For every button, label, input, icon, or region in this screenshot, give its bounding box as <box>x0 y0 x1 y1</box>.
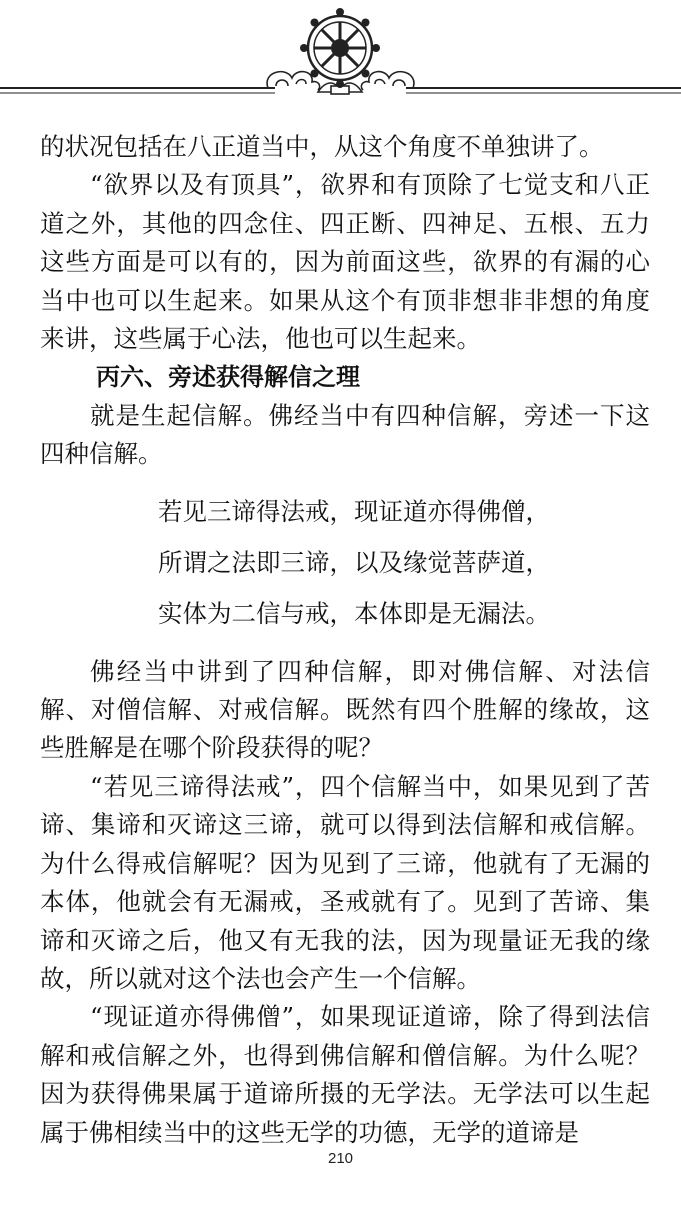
page-header-ornament <box>0 0 681 110</box>
paragraph: 的状况包括在八正道当中，从这个角度不单独讲了。 <box>40 132 604 161</box>
page-body <box>40 128 650 1152</box>
paragraph: “欲界以及有顶具”，欲界和有顶除了七觉支和八正道之外，其他的四念住、四正断、四神足、五根、五力这些方面是可以有的，因为前面这些，欲界的有漏的心当中也可以生起来。如果从这个有顶非想非非想的角度来讲，这些属于心法，他也可以生起来。 <box>40 170 650 354</box>
paragraph: 就是生起信解。佛经当中有四种信解，旁述一下这四种信解。 <box>40 400 650 469</box>
verse-block <box>40 486 650 639</box>
paragraph: “现证道亦得佛僧”，如果现证道谛，除了得到法信解和戒信解之外，也得到佛信解和僧信解。为什么呢？因为获得佛果属于道谛所摄的无学法。无学法可以生起属于佛相续当中的这些无学的功德，无学的道谛是 <box>40 1002 650 1147</box>
paragraph: “若见三谛得法戒”，四个信解当中，如果见到了苦谛、集谛和灭谛这三谛，就可以得到法信解和戒信解。为什么得戒信解呢？因为见到了三谛，他就有了无漏的本体，他就会有无漏戒，圣戒就有了。见到了苦谛、集谛和灭谛之后，他又有无我的法，因为现量证无我的缘故，所以就对这个法也会产生一个信解。 <box>40 771 650 993</box>
section-heading: 丙六、旁述获得解信之理 <box>96 362 360 392</box>
page-number: 210 <box>327 1150 354 1167</box>
paragraph: 佛经当中讲到了四种信解，即对佛信解、对法信解、对僧信解、对戒信解。既然有四个胜解的缘故，这些胜解是在哪个阶段获得的呢？ <box>40 656 650 763</box>
verse-line: 所谓之法即三谛，以及缘觉菩萨道， <box>158 547 550 577</box>
verse-line: 若见三谛得法戒，现证道亦得佛僧， <box>158 496 550 526</box>
verse-line: 实体为二信与戒，本体即是无漏法。 <box>158 598 550 628</box>
dharma-wheel-icon <box>0 0 681 110</box>
